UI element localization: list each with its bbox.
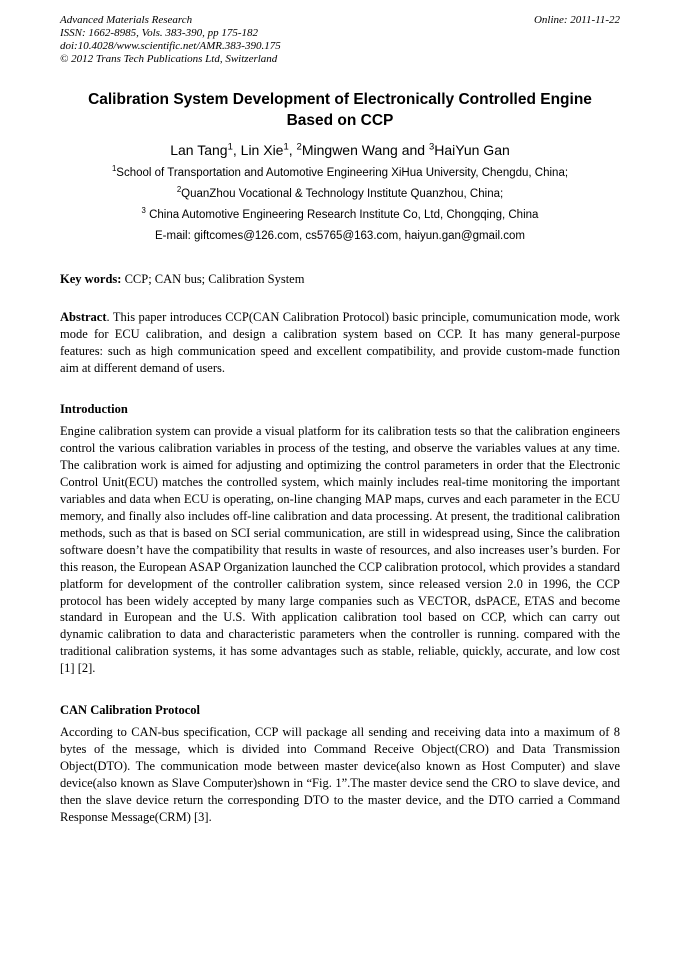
- affiliation-text: School of Transportation and Automotive Engineering XiHua University, Chengdu, China;: [116, 166, 569, 179]
- author-affiliation-marker: 2: [296, 141, 302, 153]
- email-line: E-mail: giftcomes@126.com, cs5765@163.com, haiyun.gan@gmail.com: [155, 229, 525, 242]
- journal-info-block: [60, 14, 281, 66]
- author-name: HaiYun Gan: [434, 141, 510, 158]
- abstract-label: Abstract: [60, 309, 107, 324]
- affiliation-marker: 1: [111, 164, 117, 174]
- section-paragraph: Engine calibration system can provide a visual platform for its calibration tests so that the calibration engineers control the various calibration variables in process of the testing, and observe the variables values at any time. The calibration work is aimed for adjusting and optimizing the control parameters in order that the Electronic Control Unit(ECU) matches the controlled system, which mainly includes real-time monitoring the important variables and data when ECU is operating, on-line changing MAP maps, curves and each parameter in the ECU memory, and finally also includes off-line calibration and data processing. At present, the traditional calibration methods, such as that is based on SCI serial communication, are still in widespread using, Since the calibration software doesn’t have the compatibility that results in waste of resources, and also increases user’s burden. For this reason, the European ASAP Organization launched the CCP calibration protocol, which provides a standard platform for development of the controller calibration system, since released version 2.0 in 1996, the CCP protocol has been widely accepted by many large companies such as VECTOR, dsPACE, ETAS and become standard in European and the U.S. With application calibration tool based on CCP, which can carry out dynamic calibration to data and characteristic parameters when the controller is running. compared with the traditional calibration systems, it has some advantages such as stable, reliable, quickly, accurate, and low cost [1] [2].: [60, 424, 620, 676]
- affiliation-line: [60, 164, 620, 179]
- doi-line: doi:10.4028/www.scientific.net/AMR.383-390.175: [60, 40, 281, 52]
- author-affiliation-marker: 3: [428, 141, 435, 153]
- paper-header: [60, 14, 620, 66]
- author-name: Lan Tang: [170, 141, 228, 158]
- issn-line: ISSN: 1662-8985, Vols. 383-390, pp 175-182: [60, 27, 258, 39]
- author-separator: ,: [232, 141, 241, 158]
- abstract-paragraph: [60, 309, 620, 377]
- section-can-calibration-protocol: [60, 703, 620, 825]
- affiliation-line: [60, 206, 620, 221]
- affiliation-marker: 3: [141, 206, 146, 216]
- author-affiliation-marker: 1: [283, 141, 289, 153]
- authors-line: [60, 142, 620, 158]
- keywords-value: CCP; CAN bus; Calibration System: [121, 271, 305, 286]
- section-heading: Introduction: [60, 402, 128, 417]
- affiliation-line: [60, 185, 620, 200]
- journal-name: Advanced Materials Research: [60, 14, 193, 26]
- online-date: Online: 2011-11-22: [533, 14, 620, 26]
- affiliation-text: QuanZhou Vocational & Technology Institute Quanzhou, China;: [181, 187, 504, 200]
- abstract-text: . This paper introduces CCP(CAN Calibration Protocol) basic principle, comumunication mode, work mode for ECU calibration, and design a calibration system based on CCP. It has many general-purpose features: such as high communication speed and excellent compatibility, and provide custom-made function aim at different demand of users.: [60, 309, 620, 375]
- section-introduction: [60, 402, 620, 677]
- author-name: Mingwen Wang: [301, 141, 398, 158]
- section-heading: CAN Calibration Protocol: [60, 703, 201, 718]
- affiliation-text: China Automotive Engineering Research Institute Co, Ltd, Chongqing, China: [145, 208, 539, 221]
- keywords-line: [60, 272, 620, 287]
- section-paragraph: According to CAN-bus specification, CCP will package all sending and receiving data into a maximum of 8 bytes of the message, which is divided into Command Receive Object(CRO) and Data Transmission Object(DTO). The communication mode between master device(also known as Host Computer) and slave device(also known as Slave Computer)shown in “Fig. 1”.The master device send the CRO to slave device, and then the slave device return the corresponding DTO to the master device, and the DTO carried a Command Response Message(CRM) [3].: [60, 725, 620, 824]
- affiliation-marker: 2: [176, 185, 182, 195]
- copyright-line: © 2012 Trans Tech Publications Ltd, Switzerland: [60, 53, 278, 65]
- paper-title: Calibration System Development of Electronically Controlled Engine Based on CCP: [88, 91, 592, 129]
- author-separator: and: [397, 141, 429, 158]
- author-affiliation-marker: 1: [227, 141, 233, 153]
- author-name: Lin Xie: [240, 141, 284, 158]
- keywords-label: Key words:: [60, 271, 122, 286]
- author-separator: ,: [288, 141, 297, 158]
